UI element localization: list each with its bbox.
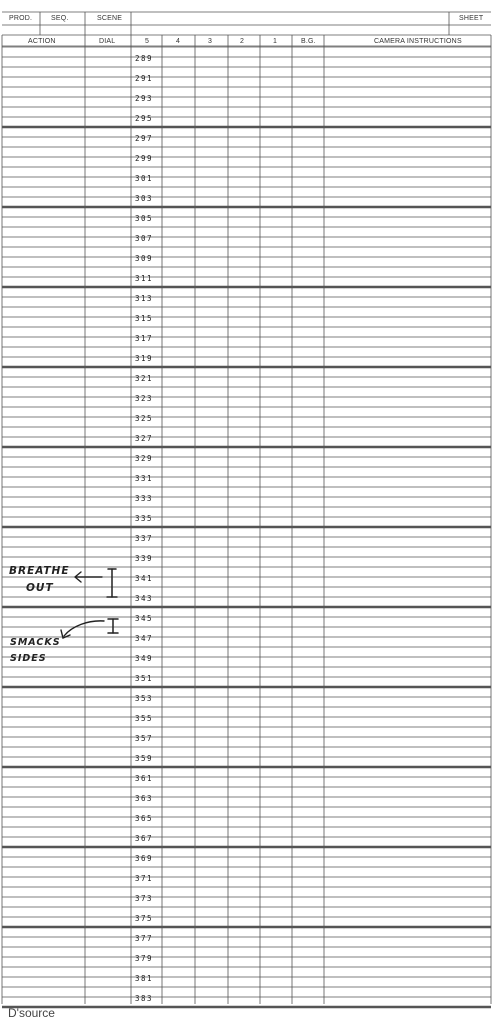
frame-number: 357 <box>135 734 154 744</box>
frame-number: 379 <box>135 954 154 964</box>
frame-number: 289 <box>135 54 154 64</box>
frame-number: 311 <box>135 274 154 284</box>
frame-number: 359 <box>135 754 154 764</box>
frame-number: 331 <box>135 474 154 484</box>
action-note-smacks-line2: SIDES <box>10 653 47 664</box>
frame-number: 325 <box>135 414 154 424</box>
frame-number: 293 <box>135 94 154 104</box>
frame-number: 307 <box>135 234 154 244</box>
frame-number: 377 <box>135 934 154 944</box>
level-3-column-header: 3 <box>208 38 213 45</box>
frame-number: 347 <box>135 634 154 644</box>
scene-label: SCENE <box>97 15 123 22</box>
level-2-column-header: 2 <box>240 38 245 45</box>
frame-number: 337 <box>135 534 154 544</box>
frame-number: 291 <box>135 74 154 84</box>
level-5-column-header: 5 <box>145 38 150 45</box>
frame-number: 363 <box>135 794 154 804</box>
frame-number: 355 <box>135 714 154 724</box>
frame-number: 383 <box>135 994 154 1004</box>
frame-number: 351 <box>135 674 154 684</box>
dial-column-header: DIAL <box>99 38 116 45</box>
source-credit: D'source <box>8 1006 55 1020</box>
frame-number: 313 <box>135 294 154 304</box>
frame-number: 295 <box>135 114 154 124</box>
frame-number: 339 <box>135 554 154 564</box>
frame-number: 327 <box>135 434 154 444</box>
frame-number: 343 <box>135 594 154 604</box>
frame-number: 345 <box>135 614 154 624</box>
frame-number: 373 <box>135 894 154 904</box>
frame-number: 335 <box>135 514 154 524</box>
frame-number: 317 <box>135 334 154 344</box>
frame-number: 367 <box>135 834 154 844</box>
frame-number: 305 <box>135 214 154 224</box>
frame-number: 297 <box>135 134 154 144</box>
prod-label: PROD. <box>9 15 33 22</box>
frame-number: 361 <box>135 774 154 784</box>
frame-number: 321 <box>135 374 154 384</box>
frame-number: 365 <box>135 814 154 824</box>
bg-column-header: B.G. <box>301 38 316 45</box>
frame-number: 319 <box>135 354 154 364</box>
frame-number: 369 <box>135 854 154 864</box>
frame-number: 303 <box>135 194 154 204</box>
frame-number: 341 <box>135 574 154 584</box>
frame-number: 309 <box>135 254 154 264</box>
frame-number: 371 <box>135 874 154 884</box>
action-note-breathe-line2: OUT <box>26 582 54 594</box>
action-column-header: ACTION <box>28 38 56 45</box>
frame-number: 381 <box>135 974 154 984</box>
frame-number: 323 <box>135 394 154 404</box>
level-1-column-header: 1 <box>273 38 278 45</box>
frame-number: 353 <box>135 694 154 704</box>
frame-number: 375 <box>135 914 154 924</box>
sheet-label: SHEET <box>459 15 484 22</box>
camera-instructions-column-header: CAMERA INSTRUCTIONS <box>374 38 462 45</box>
seq-label: SEQ. <box>51 15 69 22</box>
frame-number: 301 <box>135 174 154 184</box>
frame-number: 299 <box>135 154 154 164</box>
action-note-breathe-line1: BREATHE <box>9 565 70 577</box>
level-4-column-header: 4 <box>176 38 181 45</box>
frame-number: 333 <box>135 494 154 504</box>
frame-number: 329 <box>135 454 154 464</box>
action-note-smacks-line1: SMACKS <box>10 637 61 648</box>
frame-number: 349 <box>135 654 154 664</box>
frame-number: 315 <box>135 314 154 324</box>
